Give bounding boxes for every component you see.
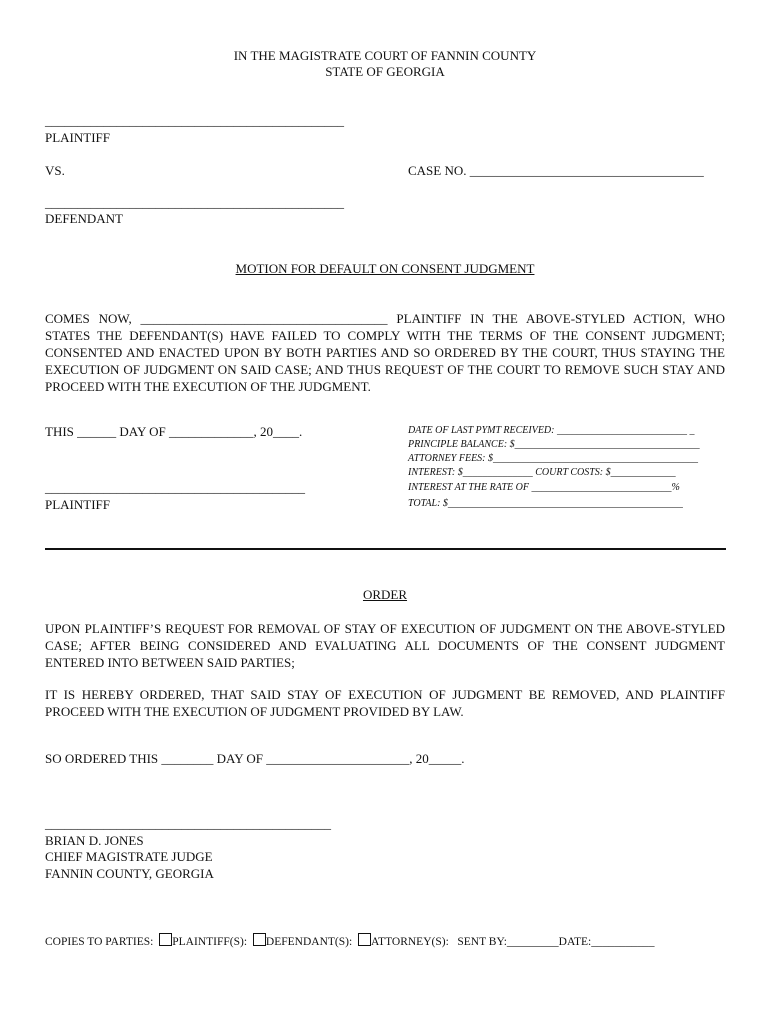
attorney-fees-field[interactable]: ATTORNEY FEES: $_________________________________________ [408,453,699,464]
plaintiff-name-line[interactable]: ______________________________________________ [45,113,344,128]
principle-balance-field[interactable]: PRINCIPLE BALANCE: $_____________________________________ [408,439,700,450]
interest-rate-field[interactable]: INTEREST AT THE RATE OF ____________________________% [408,482,680,493]
plaintiff-signature-label: PLAINTIFF [45,497,111,512]
motion-date-line[interactable]: THIS ______ DAY OF _____________, 20____. [45,424,303,439]
judge-signature-line[interactable]: ____________________________________________ [45,816,331,831]
order-paragraph-2: IT IS HEREBY ORDERED, THAT SAID STAY OF EXECUTION OF JUDGMENT BE REMOVED, AND PLAINTIFF PROCEED WITH THE EXECUTION OF JUDGMENT PROVIDED BY LAW. [45,687,725,719]
court-state: STATE OF GEORGIA [325,64,445,79]
interest-court-costs-field[interactable]: INTEREST: $______________ COURT COSTS: $_____________ [408,467,676,478]
plaintiff-signature-line[interactable]: ________________________________________ [45,480,305,495]
plaintiff-label: PLAINTIFF [45,130,111,145]
section-divider [45,548,726,550]
copies-label: COPIES TO PARTIES: [45,936,154,948]
motion-title: MOTION FOR DEFAULT ON CONSENT JUDGMENT [235,261,535,276]
total-field[interactable]: TOTAL: $_______________________________________________ [408,498,683,509]
judge-title: CHIEF MAGISTRATE JUDGE [45,849,213,864]
defendant-checkbox[interactable] [253,933,266,946]
plaintiff-checkbox[interactable] [159,933,172,946]
order-paragraph-1: UPON PLAINTIFF’S REQUEST FOR REMOVAL OF STAY OF EXECUTION OF JUDGMENT ON THE ABOVE-STYLED CASE; AFTER BEING CONSIDERED AND EVALUATING ALL DOCUMENTS OF THE CONSENT JUDGMENT ENTERED INTO BETWEEN SAID PARTIES; [45,621,725,670]
vs-label: VS. [45,163,65,178]
attorney-checkbox-label: ATTORNEY(S): [371,936,449,948]
so-ordered-line[interactable]: SO ORDERED THIS ________ DAY OF ______________________, 20_____. [45,751,465,766]
plaintiff-checkbox-label: PLAINTIFF(S): [172,936,248,948]
order-title: ORDER [362,587,408,602]
case-number-field[interactable]: CASE NO. ____________________________________ [408,163,704,178]
judge-county: FANNIN COUNTY, GEORGIA [45,866,214,881]
defendant-name-line[interactable]: ______________________________________________ [45,195,344,210]
judge-name: BRIAN D. JONES [45,833,144,848]
sent-by-date-field[interactable]: SENT BY:_________DATE:___________ [457,936,655,948]
attorney-checkbox[interactable] [358,933,371,946]
motion-body: COMES NOW, ______________________________________ PLAINTIFF IN THE ABOVE-STYLED ACTION, WHO STATES THE DEFENDANT(S) HAVE FAILED TO COMPLY WITH THE TERMS OF THE CONSENT JUDGMENT; CONSENTED AND ENACTED UPON BY BOTH PARTIES AND SO ORDERED BY THE COURT, THUS STAYING THE EXECUTION OF JUDGMENT ON SAID CASE; AND THUS REQUEST OF THE COURT TO REMOVE SUCH STAY AND PROCEED WITH THE EXECUTION OF THE JUDGMENT. [45,311,725,394]
defendant-label: DEFENDANT [45,211,123,226]
last-payment-field[interactable]: DATE OF LAST PYMT RECEIVED: __________________________ _ [408,425,695,436]
copies-to-parties [45,933,655,948]
court-name: IN THE MAGISTRATE COURT OF FANNIN COUNTY [233,48,537,63]
defendant-checkbox-label: DEFENDANT(S): [265,936,353,948]
